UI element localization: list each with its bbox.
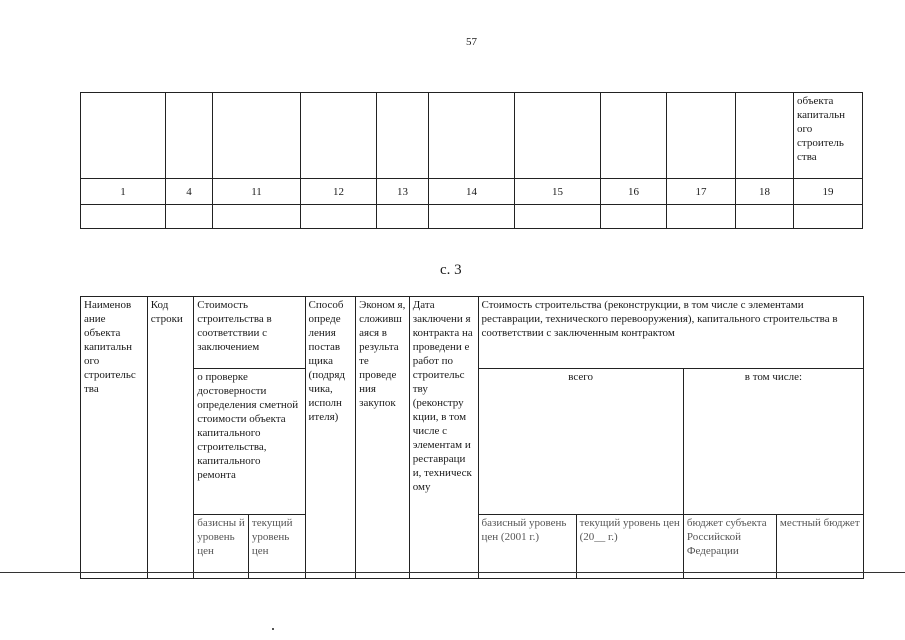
header-object-name: Наименов ание объекта капитальн ого строительс тва [81, 297, 148, 579]
header-savings: Эконом я, сложивш аяся в результа те проведе ния закупок [356, 297, 410, 579]
data-cell [429, 205, 515, 229]
data-cell [81, 205, 166, 229]
header-row-code: Код строки [147, 297, 194, 579]
column-number: 15 [515, 179, 601, 205]
data-cell [166, 205, 213, 229]
column-number: 13 [377, 179, 429, 205]
bottom-table [80, 296, 864, 579]
column-number: 4 [166, 179, 213, 205]
top-header-cell [429, 93, 515, 179]
header-total: всего [478, 369, 683, 515]
header-contract-cost: Стоимость строительства (реконструкции, в том числе с элементами реставрации, технического перевооружения), капитального строительства в соответствии с заключенным контрактом [478, 297, 863, 369]
column-number: 11 [213, 179, 301, 205]
section-label: с. 3 [440, 262, 462, 278]
top-header-cell [736, 93, 794, 179]
top-header-cell [377, 93, 429, 179]
data-cell [515, 205, 601, 229]
column-number: 18 [736, 179, 794, 205]
data-cell [213, 205, 301, 229]
data-cell [736, 205, 794, 229]
scan-speck [272, 628, 274, 630]
header-supplier-method: Способ опреде ления постав щика (подряд чика, исполн ителя) [305, 297, 356, 579]
header-contract-date: Дата заключени я контракта на проведени е работ по строительс тву (реконстру кции, в том числе с элементам и реставраци и, техническ ому [409, 297, 478, 579]
page-number: 57 [466, 36, 477, 48]
data-cell [794, 205, 863, 229]
top-header-cell [601, 93, 667, 179]
column-number: 12 [301, 179, 377, 205]
column-number: 19 [794, 179, 863, 205]
top-header-cell [213, 93, 301, 179]
data-cell [601, 205, 667, 229]
scan-line [0, 572, 905, 573]
column-number: 17 [667, 179, 736, 205]
column-number: 1 [81, 179, 166, 205]
column-number: 14 [429, 179, 515, 205]
column-number: 16 [601, 179, 667, 205]
top-header-cell [301, 93, 377, 179]
header-local-budget: местный бюджет [776, 515, 863, 579]
header-base-price-level: базисны й уровень цен [194, 515, 249, 579]
top-header-cell [166, 93, 213, 179]
top-header-cell [81, 93, 166, 179]
top-table [80, 92, 863, 229]
top-header-cell [515, 93, 601, 179]
data-cell [377, 205, 429, 229]
header-base-2001: базисный уровень цен (2001 г.) [478, 515, 576, 579]
header-cost-subheading: о проверке достоверности определения сметной стоимости объекта капитального строительства, капитального ремонта [194, 369, 305, 515]
header-current-price-level: текущий уровень цен [248, 515, 305, 579]
header-current-20: текущий уровень цен (20__ г.) [576, 515, 683, 579]
top-header-cell [667, 93, 736, 179]
header-subject-budget: бюджет субъекта Российской Федерации [683, 515, 776, 579]
header-including: в том числе: [683, 369, 863, 515]
top-header-object-cell: объекта капитальн ого строитель ства [794, 93, 863, 179]
header-cost-conclusion: Стоимость строительства в соответствии с заключением [194, 297, 305, 369]
data-cell [301, 205, 377, 229]
data-cell [667, 205, 736, 229]
